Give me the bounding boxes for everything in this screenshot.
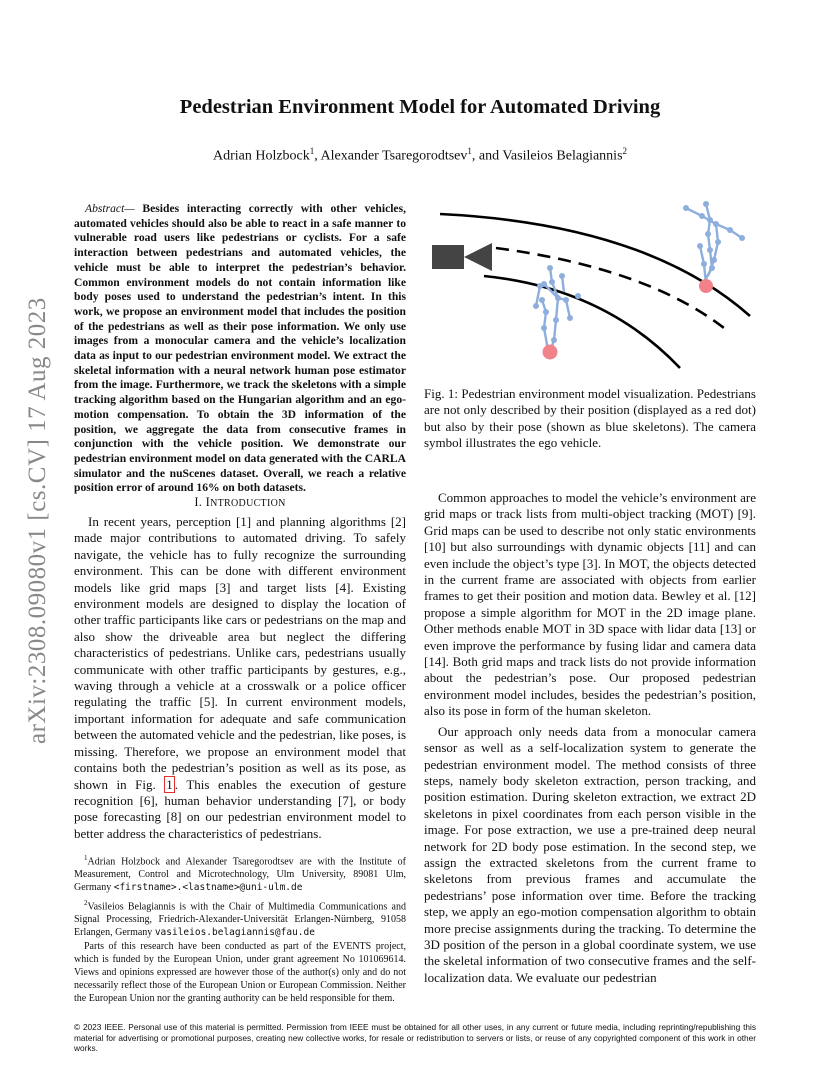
section-title-initial: I [205,495,211,509]
author-name: Adrian Holzbock [212,148,310,164]
footnote-1 [74,852,406,895]
footnotes [74,852,406,1007]
copyright-notice: © 2023 IEEE. Personal use of this material is permitted. Permission from IEEE must be obtained for all other uses, in any current or future media, including reprinting/republishing this material for advertising or promotional purposes, creating new collective works, for resale or redistribution to servers or lists, or reuse of any copyrighted component of this work in other works. [74,1022,756,1053]
abstract [74,202,406,496]
figure-reference-link[interactable]: 1 [166,776,173,792]
pedestrian-environment-figure [424,200,756,370]
paper-title: Pedestrian Environment Model for Automated Driving [179,96,661,118]
affiliation-mark: 2 [622,146,628,156]
right-column-body [424,490,756,990]
intro-text-a: In recent years, perception [1] and planning algorithms [2] made major contributions to automated driving. To safely navigate, the vehicle has to fully recognize the surrounding environment. This can be done with different environment models like grid maps [3] and target lists [4]. Existing environment models are designed to display the location of other traffic participants like cars or pedestrians on the map and also show the driveable area but neglect the differing characteristics of pedestrians. Unlike cars, pedestrians usually communicate with other traffic participants by gestures, e.g., waving through a vehicle at a crosswalk or a police officer regulating the traffic [5]. In current environment models, important information for adequate and safe communication between the automated vehicle and the pedestrian, like poses, is missing. Therefore, we propose an environment model that contains both the pedestrian’s position as well as its pose, as shown in Fig. [74,514,406,792]
road-inner-line [484,276,680,368]
footnote-2 [74,897,406,940]
author-list [80,146,760,165]
affiliation-mark: 1 [309,146,315,156]
pedestrian-position-dot [699,279,713,293]
footnote-funding: Parts of this research have been conducted as part of the EVENTS project, which is funded by the European Union, under grant agreement No 101069614. Views and opinions expressed are however those of the author(s) only and do not necessarily reflect those of the European Union or European Commission. Neither the European Union nor the granting authority can be held responsible for them. [74,941,406,1004]
figure-caption: Fig. 1: Pedestrian environment model visualization. Pedestrians are not only described by their position (displayed as a red dot) but also by their pose (shown as blue skeletons). The camera symbol illustrates the ego vehicle. [424,386,756,451]
author-name: Alexander Tsaregorodtsev [320,148,468,164]
section-number: I. [194,495,206,509]
footnote-email: vasileios.belagiannis@fau.de [154,926,315,938]
footnote-text: Vasileios Belagiannis is with the Chair of Multimedia Communications and Signal Processing, Friedrich-Alexander-Universität Erlangen-Nürnberg, 91058 Erlangen, Germany [74,901,406,938]
section-title-rest: NTRODUCTION [210,498,286,509]
footnote-mark: 1 [84,854,88,862]
pedestrian-skeleton [686,204,742,284]
author-separator: , and [471,148,503,164]
introduction-paragraph [74,514,406,842]
affiliation-mark: 1 [467,146,472,156]
author-name: Vasileios Belagiannis [502,148,623,164]
paragraph: Common approaches to model the vehicle’s environment are grid maps or track lists from multi-object tracking (MOT) [9]. Grid maps can be used to describe not only static environments [10] but also surroundings with dynamic objects [11] and can even include the object’s type [3]. In MOT, the objects detected in the current frame are associated with objects from earlier frames to get their position and motion data. Bewley et al. [12] propose a simple algorithm for MOT in the 2D image plane. Other methods enable MOT in 3D space with lidar data [13] or even improve the performance by fusing lidar and camera data [14]. Both grid maps and track lists do not provide information about the pedestrian’s pose. Our proposed pedestrian environment model includes, besides the pedestrian’s position, also its pose in form of the human skeleton. [424,490,756,719]
intro-text-b: . This enables the execution of gesture recognition [6], human behavior understanding [7], or body pose forecasting [8] on our pedestrian environment model to better address the characteristics of pedestrians. [74,776,406,841]
road-center-dashed-line [496,248,724,328]
figure-1 [424,200,756,370]
author-separator: , [314,148,321,164]
footnote-mark: 2 [84,898,88,907]
footnote-email: <firstname>.<lastname>@uni-ulm.de [113,881,303,893]
abstract-text: Besides interacting correctly with other vehicles, automated vehicles should also be able to react in a safe manner to vulnerable road users like pedestrians or cyclists. For a safe interaction between pedestrians and automated vehicles, the vehicle must be able to interpret the pedestrian’s behavior. Common environment models do not contain information like body poses used to understand the pedestrian’s intent. In this work, we propose an environment model that includes the position of the pedestrians as well as their pose information. We only use images from a monocular camera and the vehicle’s localization data as input to our pedestrian environment model. We extract the skeletal information with a neural network human pose estimator from the image. Furthermore, we track the skeletons with a simple tracking algorithm based on the Hungarian algorithm and an ego-motion compensation. To obtain the 3D information of the position, we aggregate the data from consecutive frames in conjunction with the vehicle position. We demonstrate our pedestrian environment model on data generated with the CARLA simulator and the nuScenes dataset. Overall, we reach a relative position error of around 16% on both datasets. [74,202,406,495]
abstract-lead: Abstract— [85,202,135,215]
section-heading-introduction [74,494,406,512]
arxiv-identifier: arXiv:2308.09080v1 [cs.CV] 17 Aug 2023 [24,297,51,745]
pedestrian-position-dot [543,345,558,360]
paragraph: Our approach only needs data from a monocular camera sensor as well as a self-localization system to generate the pedestrian environment model. The method consists of three steps, namely body skeleton extraction, person tracking, and position estimation. During skeleton extraction, we extract 2D skeletons in pixel coordinates from each person visible in the image. For pose extraction, we use a pre-trained deep neural network for 2D body pose estimation. In the second step, we assign the extracted skeletons from the current frame to skeletons from previous frames and accumulate the pedestrians’ pose information over time. Before the tracking step, we apply an ego-motion compensation algorithm to obtain more precise assignments during the tracking. To determine the 3D position of the person in a global coordinate system, we use the skeletal information of two consecutive frames and the self-localization data. We evaluate our pedestrian [424,723,756,985]
camera-icon [432,243,492,271]
footnote-text: Adrian Holzbock and Alexander Tsaregorodtsev are with the Institute of Measurement, Control and Microtechnology, Ulm University, 89081 Ulm, Germany [74,856,406,893]
